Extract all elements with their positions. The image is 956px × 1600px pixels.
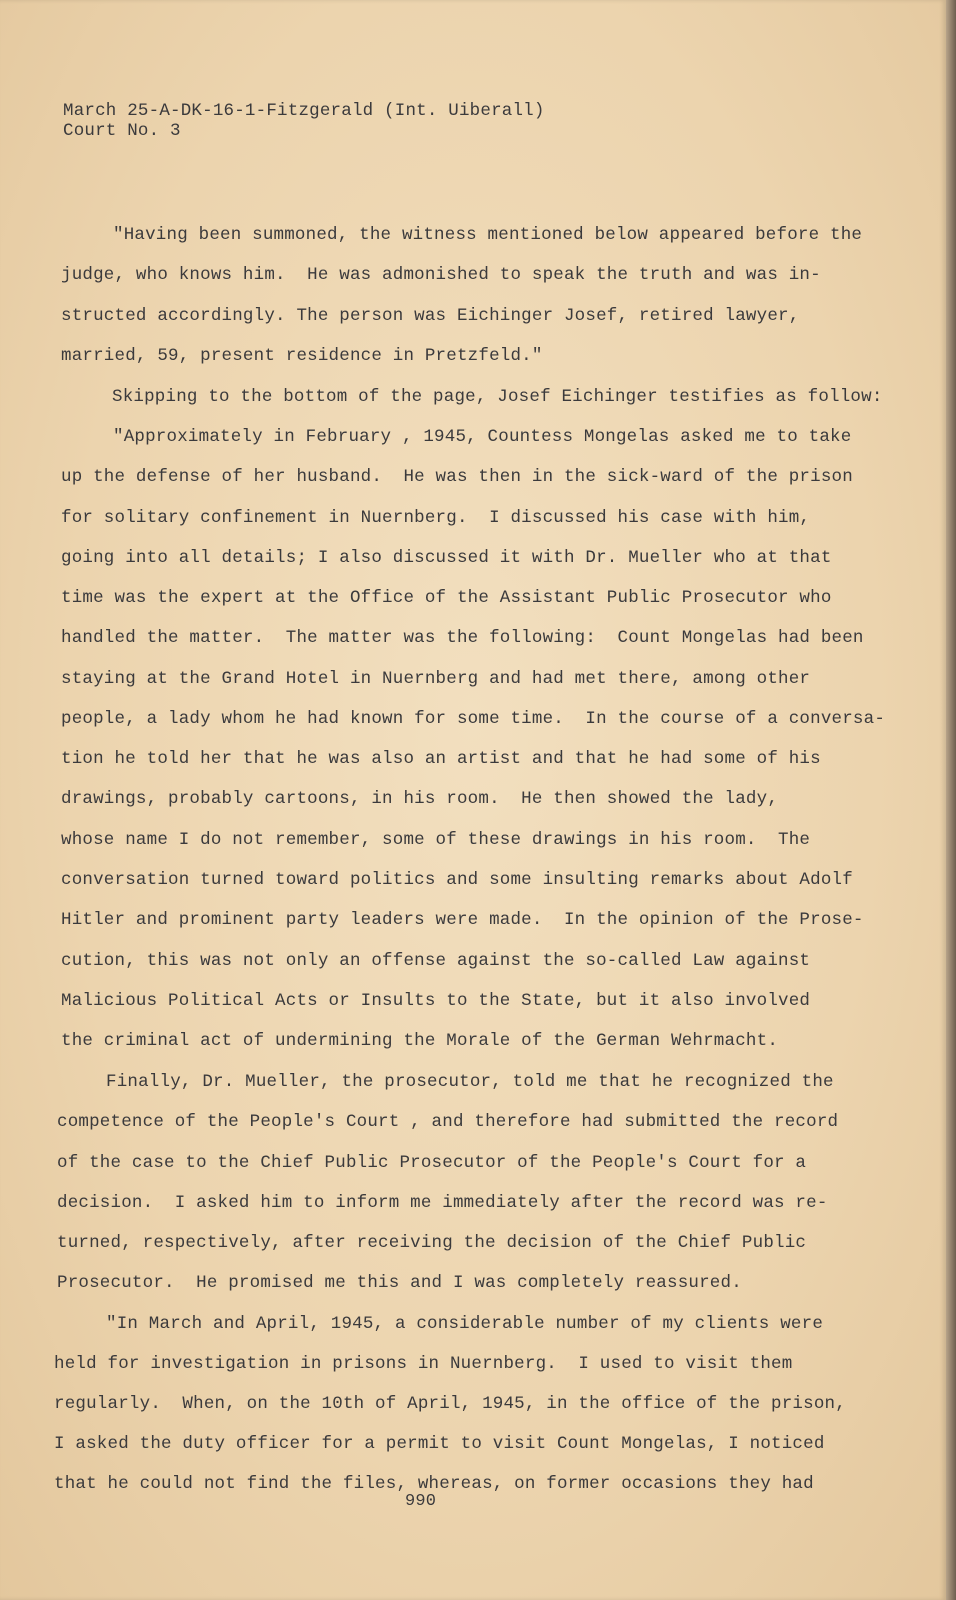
header-court-number: Court No. 3: [63, 121, 181, 141]
body-line: Finally, Dr. Mueller, the prosecutor, told me that he recognized the: [106, 1072, 834, 1092]
body-line: "Having been summoned, the witness mentioned below appeared before the: [113, 225, 863, 245]
body-line: married, 59, present residence in Pretzfeld.": [61, 346, 543, 366]
body-line: judge, who knows him. He was admonished to speak the truth and was in-: [61, 265, 821, 285]
body-line: decision. I asked him to inform me immediately after the record was re-: [57, 1193, 828, 1213]
body-line: "In March and April, 1945, a considerable number of my clients were: [106, 1314, 824, 1334]
body-line: conversation turned toward politics and some insulting remarks about Adolf: [61, 870, 853, 890]
body-line: people, a lady whom he had known for some time. In the course of a conversa-: [61, 709, 886, 729]
body-line: regularly. When, on the 10th of April, 1945, in the office of the prison,: [54, 1394, 846, 1414]
body-line: Hitler and prominent party leaders were made. In the opinion of the Prose-: [61, 910, 864, 930]
body-line: up the defense of her husband. He was then in the sick-ward of the prison: [61, 467, 853, 487]
body-line: turned, respectively, after receiving the decision of the Chief Public: [57, 1233, 807, 1253]
body-line: the criminal act of undermining the Morale of the German Wehrmacht.: [61, 1031, 779, 1051]
body-line: Skipping to the bottom of the page, Josef Eichinger testifies as follow:: [112, 387, 883, 407]
body-line: whose name I do not remember, some of these drawings in his room. The: [61, 830, 811, 850]
body-line: competence of the People's Court , and therefore had submitted the record: [57, 1112, 839, 1132]
page-number: 990: [405, 1492, 437, 1511]
body-line: drawings, probably cartoons, in his room. He then showed the lady,: [61, 789, 779, 809]
body-line: for solitary confinement in Nuernberg. I discussed his case with him,: [61, 508, 811, 528]
body-line: "Approximately in February , 1945, Countess Mongelas asked me to take: [113, 427, 852, 447]
body-line: I asked the duty officer for a permit to visit Count Mongelas, I noticed: [54, 1434, 825, 1454]
body-line: going into all details; I also discussed it with Dr. Mueller who at that: [61, 548, 832, 568]
body-line: tion he told her that he was also an artist and that he had some of his: [61, 749, 821, 769]
body-line: that he could not find the files, whereas, on former occasions they had: [54, 1474, 814, 1494]
body-line: Prosecutor. He promised me this and I was completely reassured.: [57, 1273, 742, 1293]
body-line: staying at the Grand Hotel in Nuernberg and had met there, among other: [61, 669, 811, 689]
header-case-reference: March 25-A-DK-16-1-Fitzgerald (Int. Uiberall): [63, 101, 545, 121]
body-line: cution, this was not only an offense against the so-called Law against: [61, 951, 811, 971]
body-line: held for investigation in prisons in Nuernberg. I used to visit them: [54, 1354, 793, 1374]
body-line: handled the matter. The matter was the following: Count Mongelas had been: [61, 628, 864, 648]
page-edge-shadow: [946, 0, 956, 1600]
body-line: of the case to the Chief Public Prosecutor of the People's Court for a: [57, 1153, 807, 1173]
body-line: structed accordingly. The person was Eichinger Josef, retired lawyer,: [61, 306, 800, 326]
body-line: time was the expert at the Office of the Assistant Public Prosecutor who: [61, 588, 832, 608]
body-line: Malicious Political Acts or Insults to the State, but it also involved: [61, 991, 811, 1011]
